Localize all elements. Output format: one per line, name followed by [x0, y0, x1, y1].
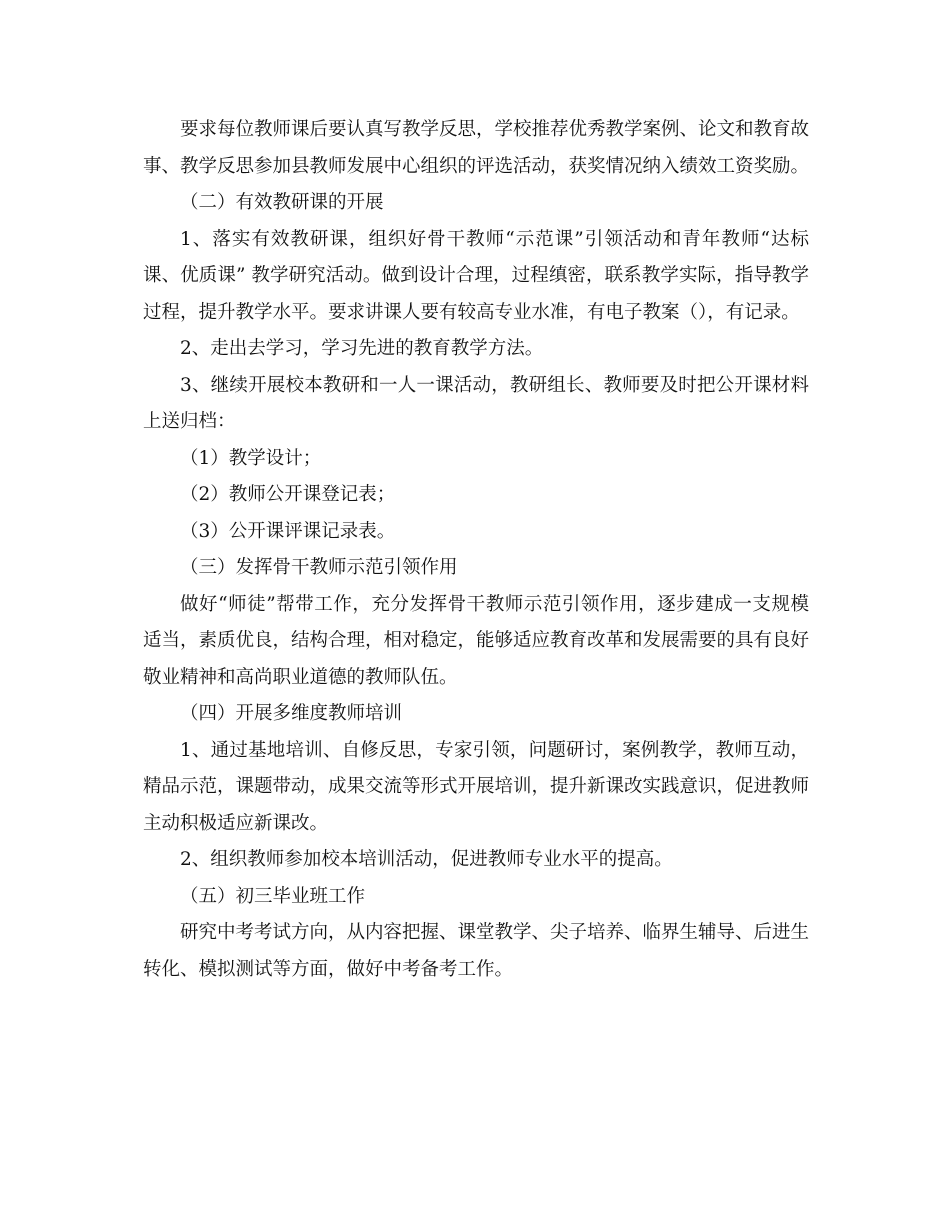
paragraph-section-3: 做好“师徒”帮带工作，充分发挥骨干教师示范引领作用，逐步建成一支规模适当，素质优良，结构合理，相对稳定，能够适应教育改革和发展需要的具有良好敬业精神和高尚职业道德的教师队伍。	[143, 593, 810, 688]
section-heading-3: （三）发挥骨干教师示范引领作用	[180, 557, 458, 578]
section-heading-5: （五）初三毕业班工作	[180, 885, 366, 907]
section-heading-4: （四）开展多维度教师培训	[180, 703, 403, 724]
section-heading-2: （二）有效教研课的开展	[180, 192, 384, 213]
paragraph-item-4-2: 2、组织教师参加校本培训活动，促进教师专业水平的提高。	[180, 849, 673, 870]
list-item-2: （2）教师公开课登记表；	[180, 484, 396, 505]
document-body	[143, 112, 809, 988]
paragraph-item-4-1: 1、通过基地培训、自修反思，专家引领，问题研讨，案例教学，教师互动，精品示范，课题带动，成果交流等形式开展培训，提升新课改实践意识，促进教师主动积极适应新课改。	[143, 739, 810, 834]
paragraph-section-5: 研究中考考试方向，从内容把握、课堂教学、尖子培养、临界生辅导、后进生转化、模拟测试等方面，做好中考备考工作。	[143, 922, 810, 980]
list-item-1: （1）教学设计；	[180, 447, 322, 469]
paragraph-item-2-3: 3、继续开展校本教研和一人一课活动，教研组长、教师要及时把公开课材料上送归档：	[143, 374, 809, 432]
paragraph-item-2-2: 2、走出去学习，学习先进的教育教学方法。	[180, 338, 544, 359]
paragraph-item-2-1: 1、落实有效教研课，组织好骨干教师“示范课”引领活动和青年教师“达标课、优质课” 教学研究活动。做到设计合理，过程缜密，联系教学实际，指导教学过程，提升教学水平。要求讲课人要有较高专业水准，有电子教案（），有记录。	[143, 228, 809, 323]
paragraph-teaching-reflection: 要求每位教师课后要认真写教学反思，学校推荐优秀教学案例、论文和教育故事、教学反思参加县教师发展中心组织的评选活动，获奖情况纳入绩效工资奖励。	[143, 119, 810, 177]
list-item-3: （3）公开课评课记录表。	[180, 520, 396, 542]
